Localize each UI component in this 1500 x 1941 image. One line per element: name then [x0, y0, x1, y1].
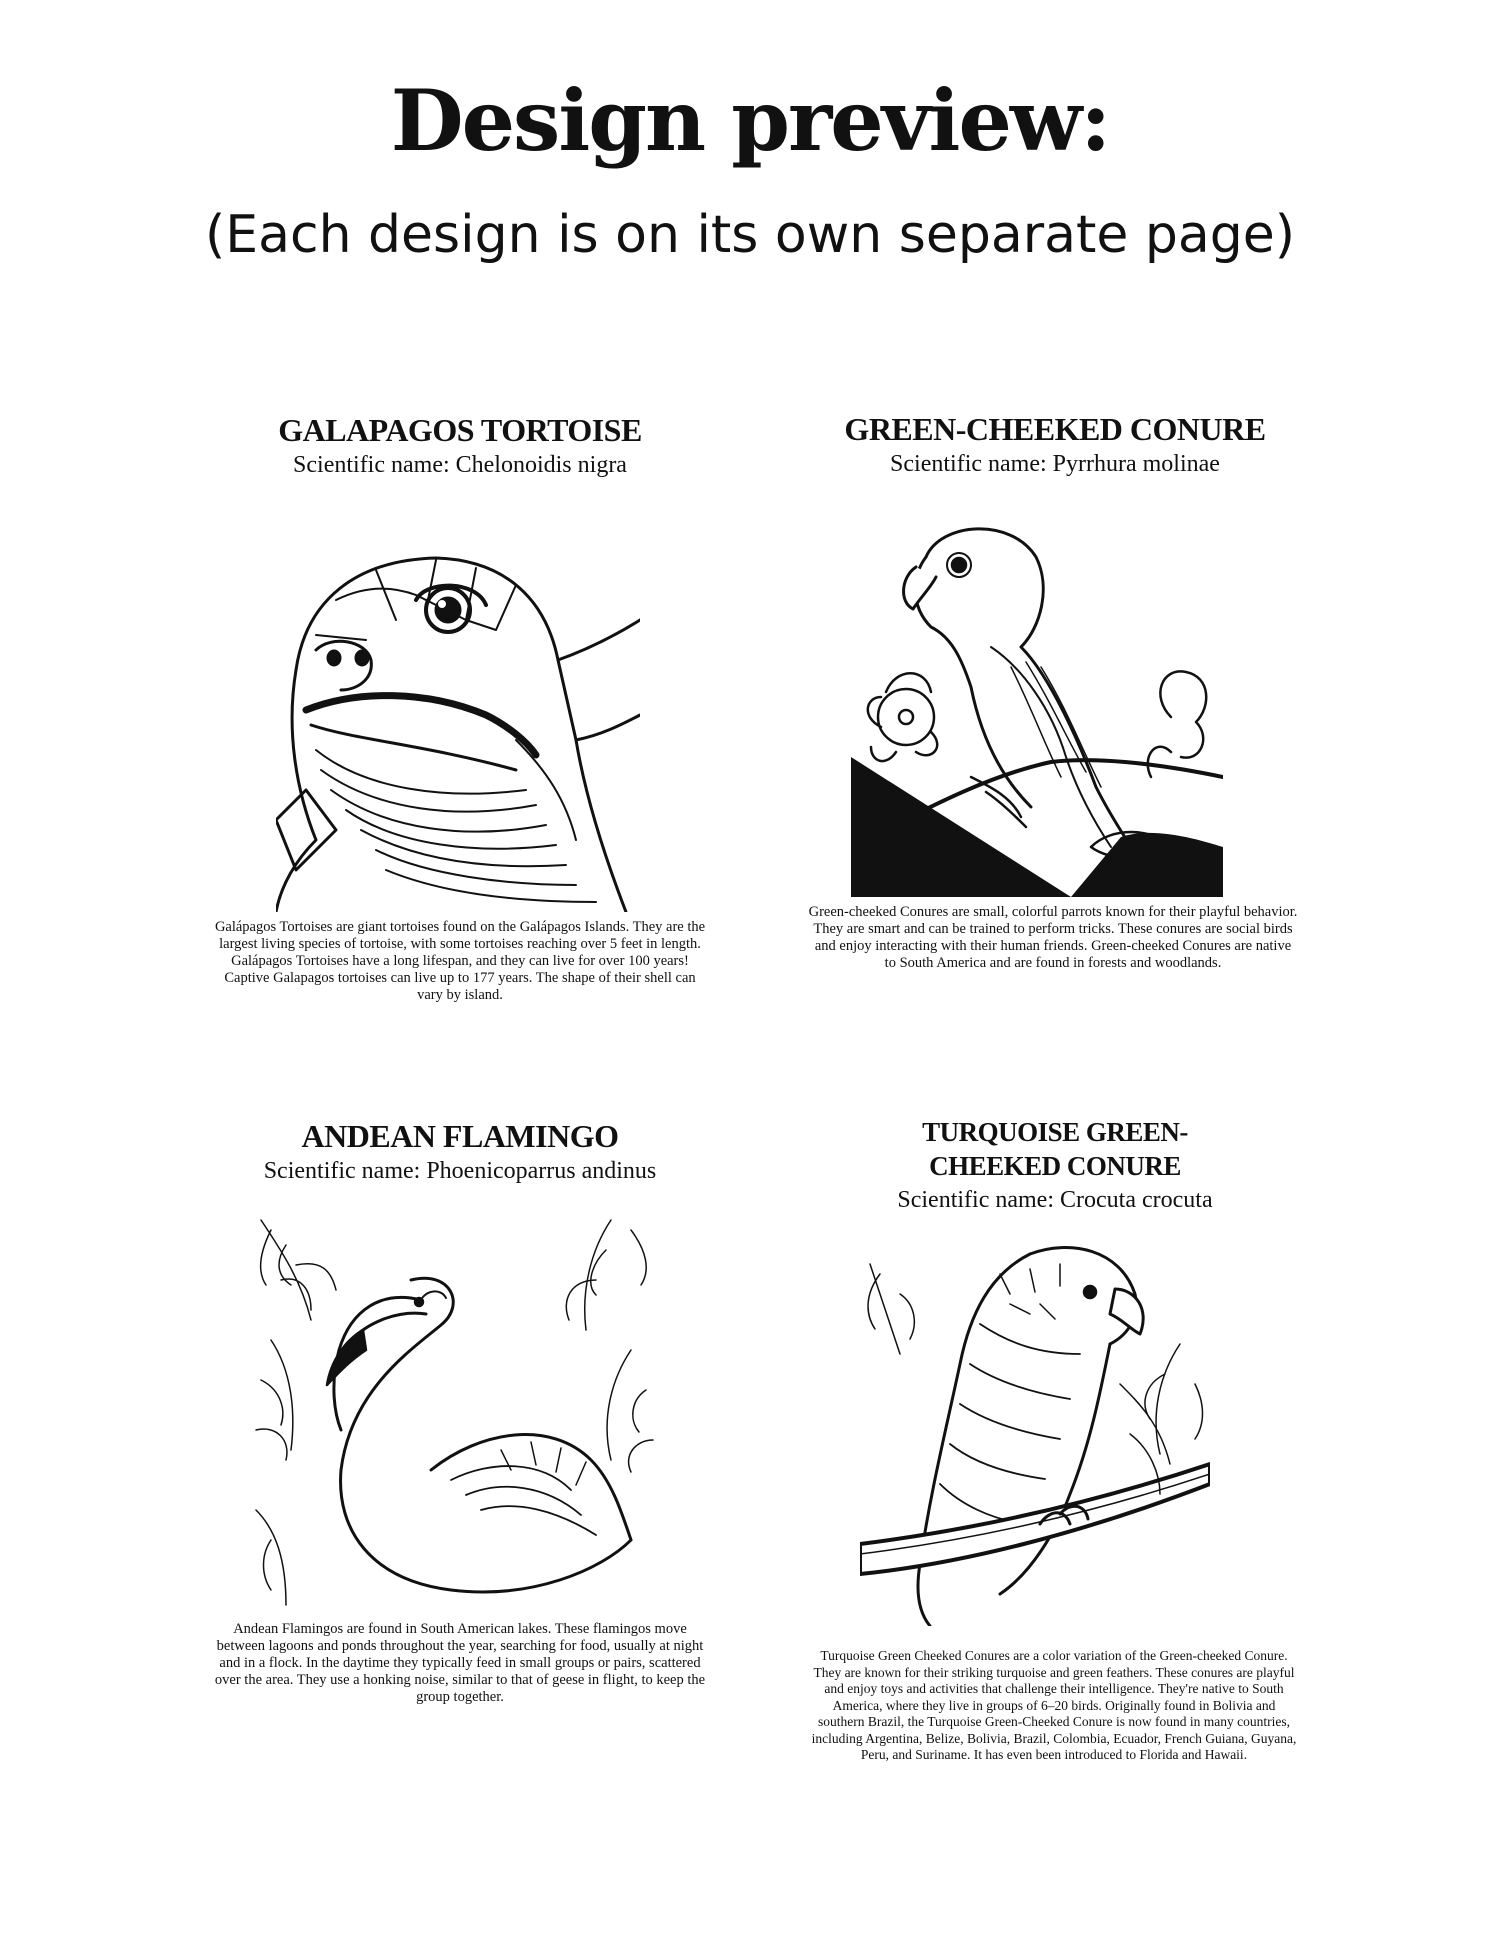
- tortoise-illustration: [276, 540, 640, 912]
- card-title: GALAPAGOS TORTOISE: [278, 412, 642, 448]
- card-scientific-name: Scientific name: Pyrrhura molinae: [890, 451, 1220, 477]
- card-description: Turquoise Green Cheeked Conures are a color variation of the Green-cheeked Conure. They are known for their striking turquoise and green feathers. These conures are playful and enjoy toys and activities that challenge their intelligence. They're native to South America, where they live in groups of 6–20 birds. Originally found in Bolivia and southern Brazil, the Turquoise Green-Cheeked Conure is now found in many countries, including Argentina, Belize, Bolivia, Brazil, Colombia, Ecuador, French Guiana, Guyana, Peru, and Suriname. It has even been introduced to Florida and Hawaii.: [811, 1648, 1297, 1762]
- conure-illustration: [851, 517, 1223, 897]
- card-andean-flamingo: [180, 1118, 740, 1186]
- flamingo-illustration: [251, 1210, 665, 1610]
- page-title: Design preview:: [390, 71, 1110, 170]
- card-description: Andean Flamingos are found in South American lakes. These flamingos move between lagoons and ponds throughout the year, searching for food, usually at night and in a flock. In the daytime they typically feed in small groups or pairs, scattered over the area. They use a honking noise, similar to that of geese in flight, to keep the group together.: [214, 1621, 706, 1705]
- card-description: Galápagos Tortoises are giant tortoises found on the Galápagos Islands. They are the largest living species of tortoise, with some tortoises reaching over 5 feet in length. Galápagos Tortoises have a long lifespan, and they can live for over 100 years! Captive Galapagos tortoises can live up to 177 years. The shape of their shell can vary by island.: [214, 919, 706, 1003]
- card-description: Green-cheeked Conures are small, colorful parrots known for their playful behavior. They are smart and can be trained to perform tricks. These conures are social birds and enjoy interacting with their human friends. Green-cheeked Conures are native to South America and are found in forests and woodlands.: [808, 904, 1298, 971]
- page-subtitle: (Each design is on its own separate page): [204, 205, 1296, 265]
- card-scientific-name: Scientific name: Phoenicoparrus andinus: [263, 1158, 657, 1184]
- card-title: TURQUOISE GREEN-CHEEKED CONURE: [922, 1117, 1188, 1181]
- card-scientific-name: Scientific name: Crocuta crocuta: [897, 1187, 1213, 1213]
- turquoise-conure-illustration: [860, 1234, 1210, 1626]
- card-title: GREEN-CHEEKED CONURE: [844, 411, 1266, 447]
- card-scientific-name: Scientific name: Chelonoidis nigra: [293, 452, 627, 478]
- card-title: ANDEAN FLAMINGO: [301, 1118, 619, 1154]
- card-green-cheeked-conure: [775, 411, 1335, 479]
- card-galapagos-tortoise: [180, 412, 740, 480]
- card-turquoise-green-cheeked-conure: [775, 1115, 1335, 1215]
